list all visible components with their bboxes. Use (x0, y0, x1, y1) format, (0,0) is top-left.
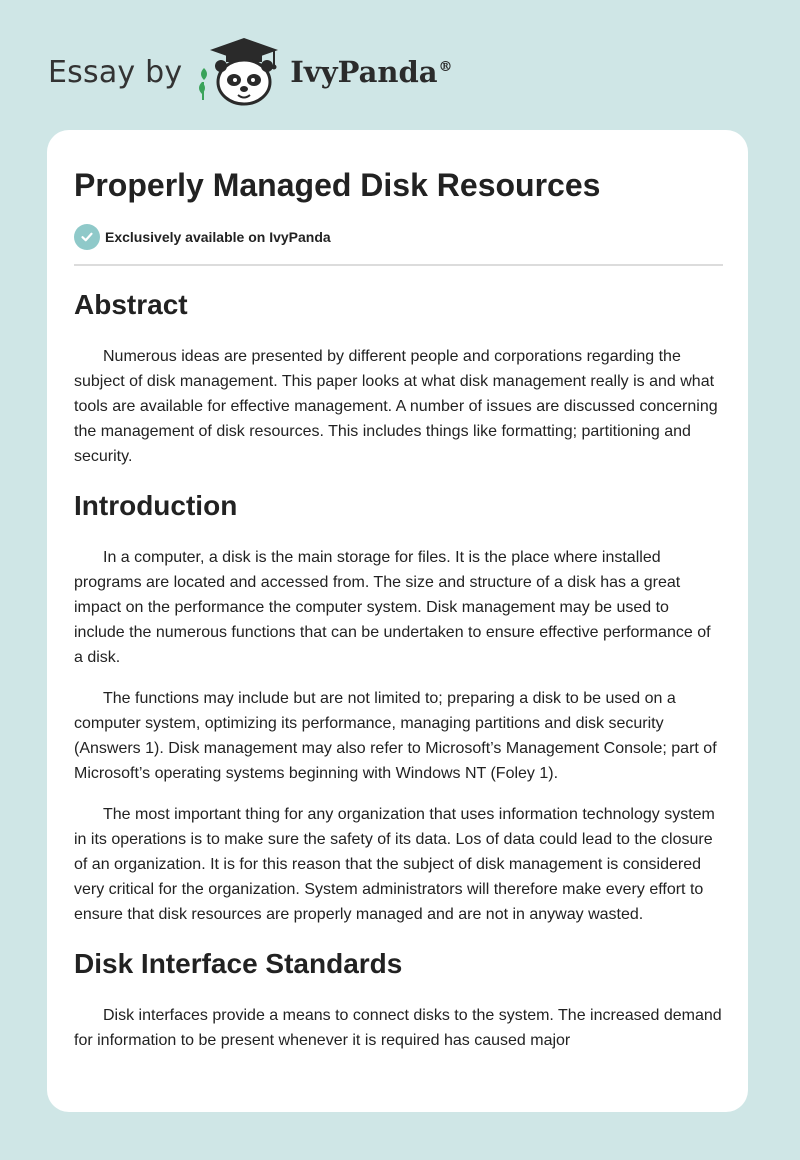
divider (74, 264, 723, 266)
section-abstract (74, 288, 723, 469)
paragraph: Numerous ideas are presented by different people and corporations regarding the subject of disk management. This paper looks at what disk management really is and what tools are available for effective management. A number of issues are discussed concerning the management of disk resources. This includes things like formatting; partitioning and security. (74, 348, 718, 465)
panda-logo-icon (196, 36, 284, 108)
brand-header (48, 36, 453, 108)
brand-name: IvyPanda® (290, 55, 453, 89)
paragraph: Disk interfaces provide a means to connect disks to the system. The increased demand for information to be present whenever it is required has caused major (74, 1007, 722, 1049)
paragraph: The most important thing for any organization that uses information technology system in its operations is to make sure the safety of its data. Los of data could lead to the closure of an organization. It is for this reason that the subject of disk management is considered very critical for the organization. System administrators will therefore make every effort to ensure that disk resources are properly managed and are not in anyway wasted. (74, 806, 715, 923)
section-disk-interface-standards (74, 947, 723, 1053)
section-heading: Disk Interface Standards (74, 948, 403, 979)
page-title: Properly Managed Disk Resources (74, 167, 601, 203)
paragraph: The functions may include but are not limited to; preparing a disk to be used on a computer system, optimizing its performance, managing partitions and disk security (Answers 1). Disk management may also refer to Microsoft’s Management Console; part of Microsoft’s operating systems beginning with Windows NT (Foley 1). (74, 690, 717, 782)
section-heading: Introduction (74, 490, 238, 521)
exclusive-badge (74, 224, 723, 250)
section-introduction (74, 489, 723, 927)
brand-prefix: Essay by (48, 54, 183, 90)
check-icon (74, 224, 100, 250)
paragraph: In a computer, a disk is the main storage for files. It is the place where installed programs are located and accessed from. The size and structure of a disk has a great impact on the performance the computer system. Disk management may be used to include the numerous functions that can be undertaken to ensure effective performance of a disk. (74, 549, 711, 666)
badge-text: Exclusively available on IvyPanda (105, 229, 331, 245)
registered-mark: ® (438, 59, 453, 76)
section-heading: Abstract (74, 289, 188, 320)
essay-card (47, 130, 748, 1112)
